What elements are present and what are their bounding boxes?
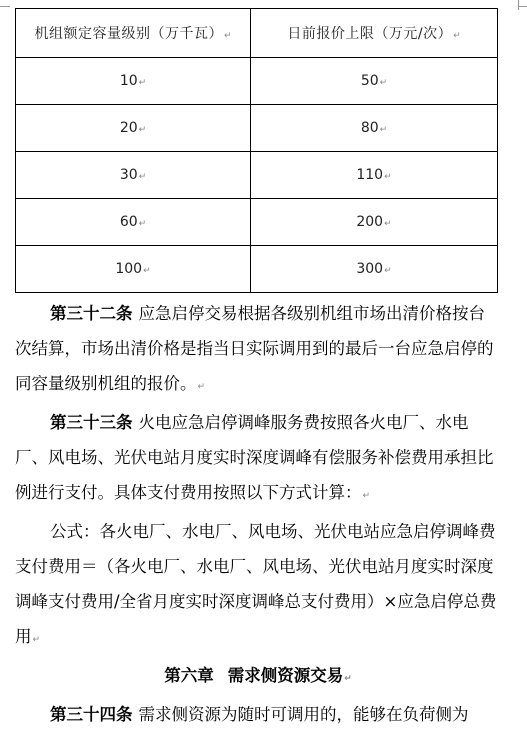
table-cell bbox=[251, 199, 498, 246]
paragraph-mark-icon: ↵ bbox=[453, 31, 461, 41]
table-cell bbox=[251, 105, 498, 152]
table-cell bbox=[16, 246, 251, 293]
table-cell bbox=[16, 152, 251, 199]
capacity-value: 20 bbox=[119, 120, 138, 136]
paragraph-mark-icon: ↵ bbox=[138, 172, 147, 182]
paragraph-mark-icon: ↵ bbox=[384, 219, 392, 229]
bid-cap-table bbox=[15, 8, 498, 293]
formula-paragraph bbox=[15, 514, 501, 658]
bid-cap-value: 200 bbox=[356, 214, 384, 230]
capacity-value: 100 bbox=[115, 261, 143, 277]
chapter-number: 第六章 bbox=[164, 666, 214, 685]
table-cell bbox=[251, 246, 498, 293]
paragraph-mark-icon: ↵ bbox=[32, 635, 41, 645]
capacity-value: 10 bbox=[119, 73, 138, 89]
article-text: 需求侧资源为随时可调用的，能够在负荷侧为 bbox=[138, 705, 469, 724]
article-33 bbox=[15, 405, 501, 514]
formula-text: 公式：各火电厂、水电厂、风电场、光伏电站应急启停调峰费支付费用＝（各火电厂、水电厂、风电场、光伏电站月度实时深度调峰支付费用/全省月度实时深度调峰总支付费用）×应急启停总费用 bbox=[15, 522, 497, 646]
paragraph-mark-icon: ↵ bbox=[143, 266, 151, 276]
paragraph-mark-icon: ↵ bbox=[138, 125, 147, 135]
bid-cap-value: 80 bbox=[360, 120, 379, 136]
bid-cap-value: 50 bbox=[360, 73, 379, 89]
crop-mark-top-right bbox=[518, 0, 519, 10]
article-32 bbox=[15, 296, 501, 405]
chapter-heading bbox=[15, 658, 501, 697]
table-row bbox=[16, 246, 498, 293]
article-text: 应急启停交易根据各级别机组市场出清价格按台次结算，市场出清价格是指当日实际调用到的最后一台应急启停的同容量级别机组的报价。 bbox=[15, 304, 494, 393]
header-bid-cap: 日前报价上限（万元/次） bbox=[287, 26, 453, 42]
paragraph-mark-icon: ↵ bbox=[384, 172, 392, 182]
table-header-cell bbox=[251, 9, 498, 58]
chapter-title: 需求侧资源交易 bbox=[227, 666, 344, 685]
table-cell bbox=[16, 199, 251, 246]
article-label: 第三十四条 bbox=[50, 705, 133, 724]
document-body bbox=[15, 296, 501, 732]
article-34 bbox=[15, 697, 501, 732]
capacity-value: 60 bbox=[119, 214, 138, 230]
header-capacity-level: 机组额定容量级别（万千瓦） bbox=[34, 26, 223, 42]
paragraph-mark-icon: ↵ bbox=[379, 78, 388, 88]
article-text: 火电应急启停调峰服务费按照各火电厂、水电厂、风电场、光伏电站月度实时深度调峰有偿服务补偿费用承担比例进行支付。具体支付费用按照以下方式计算： bbox=[15, 413, 494, 502]
table-row bbox=[16, 58, 498, 105]
table-header-cell bbox=[16, 9, 251, 58]
table-row bbox=[16, 152, 498, 199]
table-cell bbox=[251, 58, 498, 105]
table-cell bbox=[251, 152, 498, 199]
paragraph-mark-icon: ↵ bbox=[384, 266, 392, 276]
bid-cap-value: 110 bbox=[356, 167, 384, 183]
table-cell bbox=[16, 105, 251, 152]
paragraph-mark-icon: ↵ bbox=[138, 78, 147, 88]
article-label: 第三十二条 bbox=[50, 304, 133, 323]
paragraph-mark-icon: ↵ bbox=[344, 674, 352, 684]
paragraph-mark-icon: ↵ bbox=[223, 31, 232, 41]
crop-mark-top-right-h bbox=[519, 6, 527, 7]
table-row bbox=[16, 105, 498, 152]
paragraph-mark-icon: ↵ bbox=[379, 125, 388, 135]
table-row bbox=[16, 199, 498, 246]
table-header-row bbox=[16, 9, 498, 58]
table-cell bbox=[16, 58, 251, 105]
paragraph-mark-icon: ↵ bbox=[138, 219, 147, 229]
paragraph-mark-icon: ↵ bbox=[197, 382, 206, 392]
article-label: 第三十三条 bbox=[50, 413, 133, 432]
bid-cap-value: 300 bbox=[356, 261, 384, 277]
crop-mark-top-left bbox=[0, 6, 10, 7]
paragraph-mark-icon: ↵ bbox=[362, 491, 371, 501]
capacity-value: 30 bbox=[119, 167, 138, 183]
